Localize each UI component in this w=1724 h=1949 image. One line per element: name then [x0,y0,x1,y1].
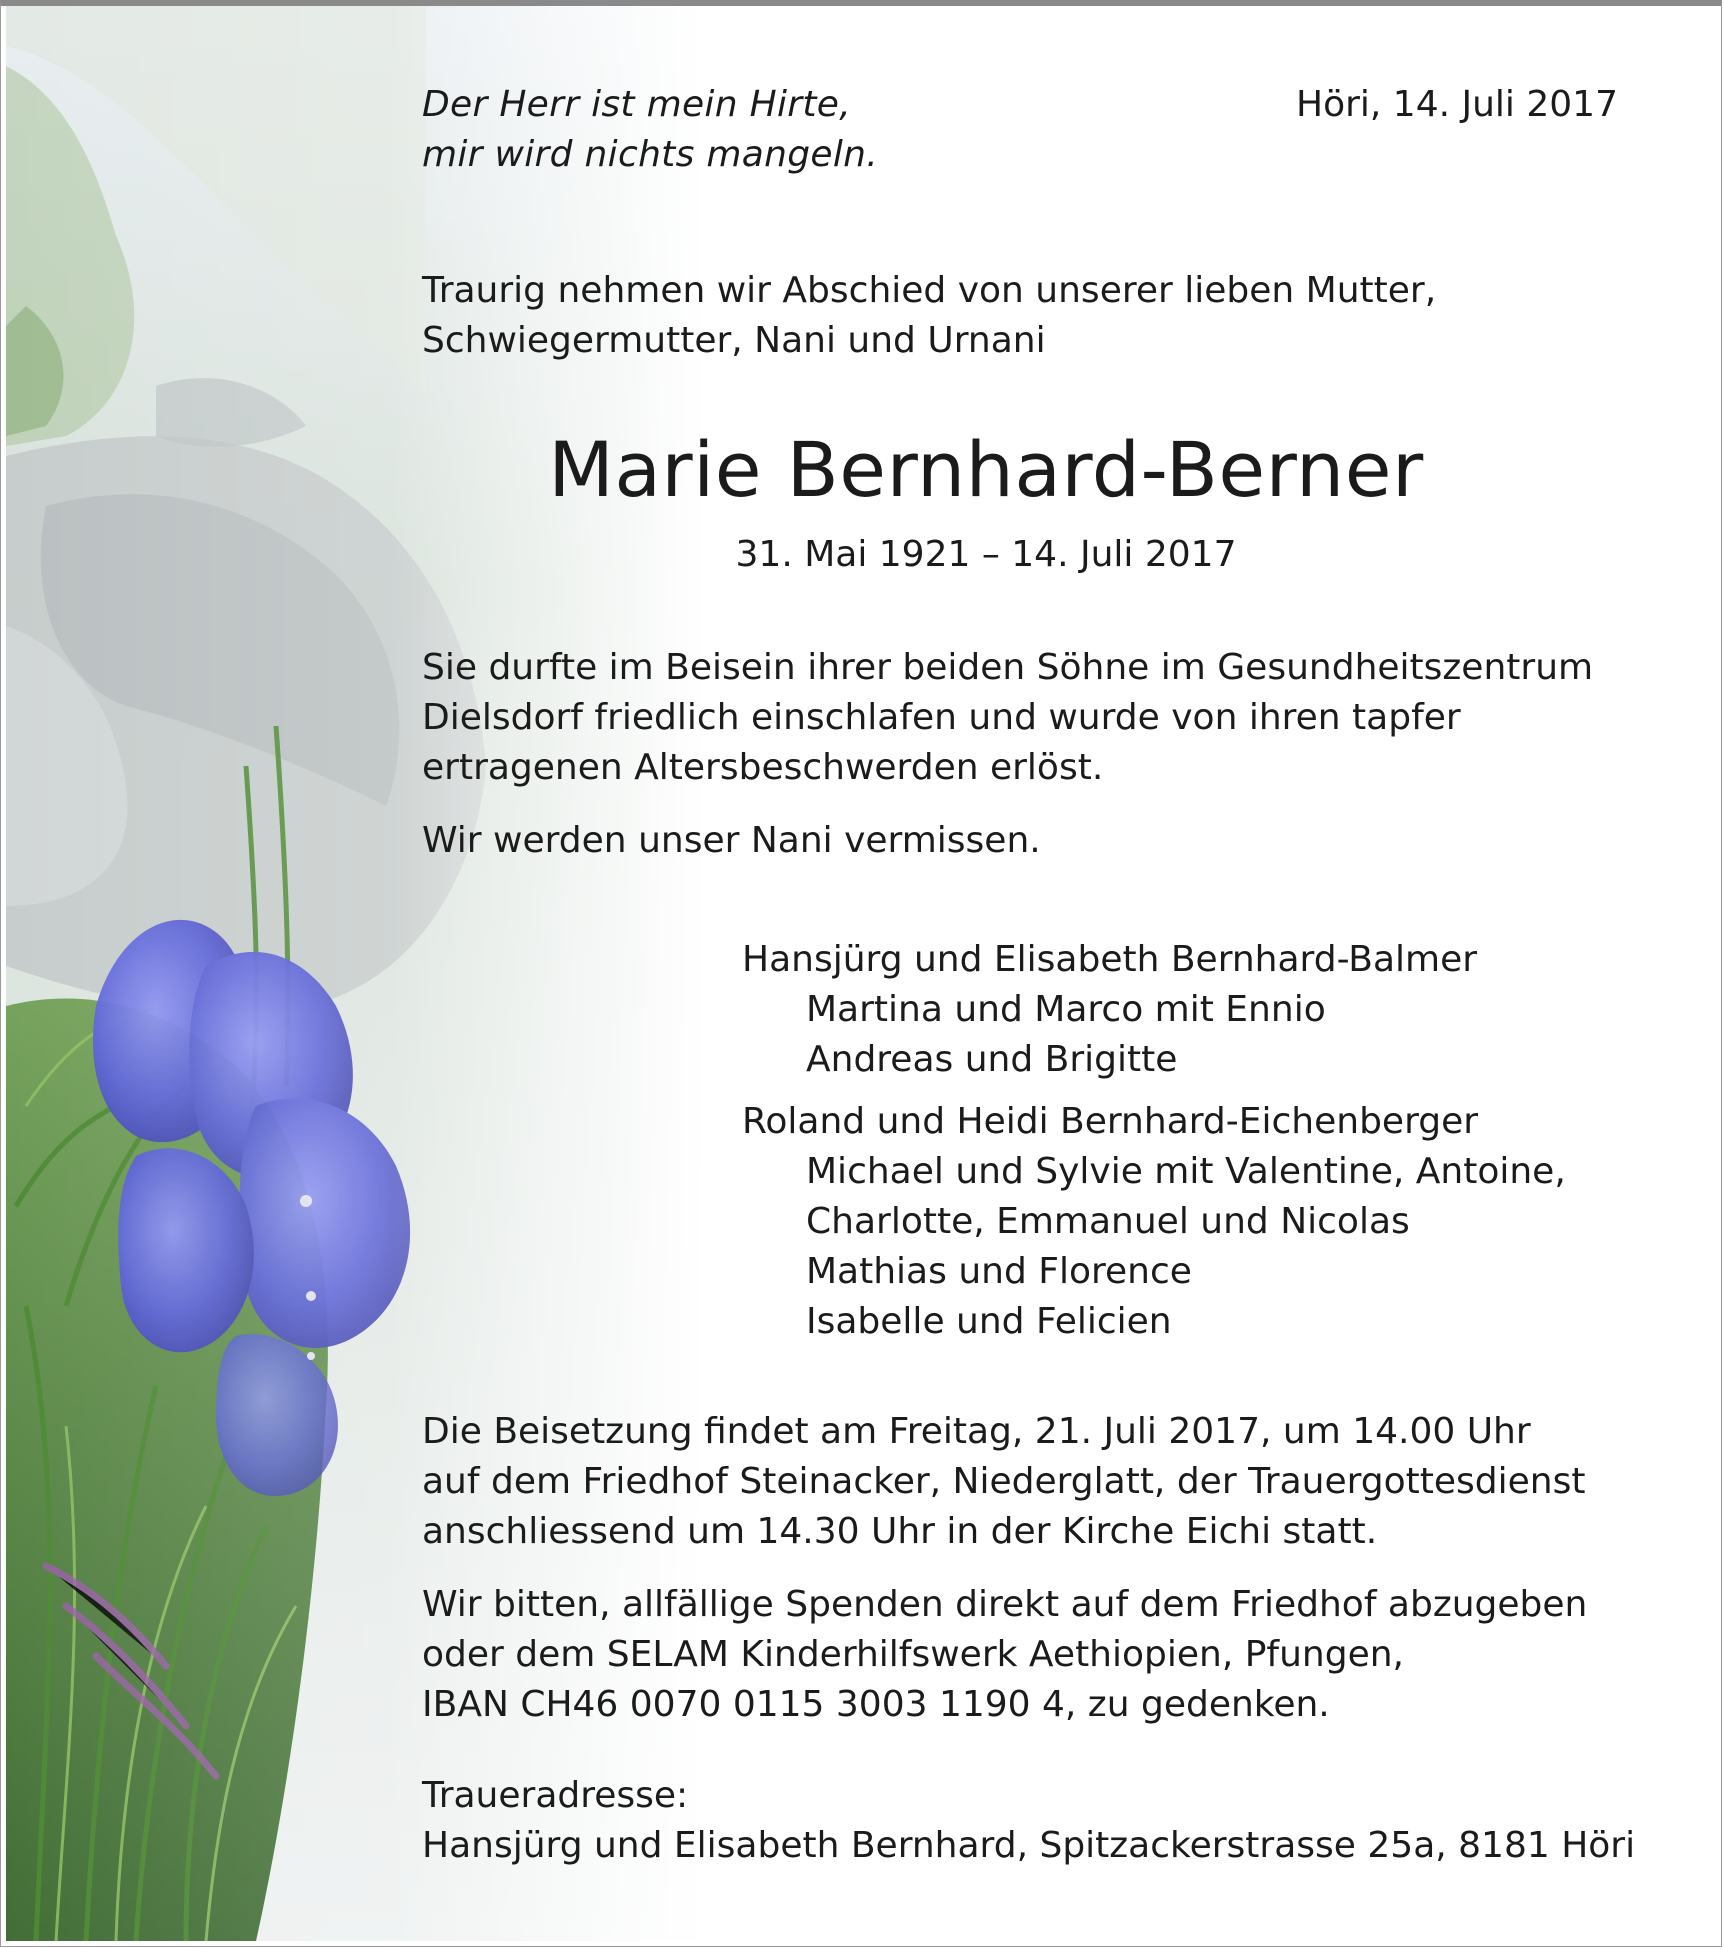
paragraph-line: anschliessend um 14.30 Uhr in der Kirche Eichi statt. [422,1511,1378,1552]
intro-line: Schwiegermutter, Nani und Urnani [422,320,1046,361]
family-member: Andreas und Brigitte [806,1039,1178,1080]
family-member: Charlotte, Emmanuel und Nicolas [806,1201,1410,1242]
paragraph-line: Sie durfte im Beisein ihrer beiden Söhne im Gesundheitszentrum [422,647,1594,688]
family-member: Isabelle und Felicien [806,1301,1172,1342]
family-member: Michael und Sylvie mit Valentine, Antoine, [806,1151,1566,1192]
motto-line: Der Herr ist mein Hirte, [422,84,851,125]
paragraph-line: ertragenen Altersbeschwerden erlöst. [422,747,1104,788]
family-group-2 [742,1097,1566,1347]
paragraph-line: Die Beisetzung findet am Freitag, 21. Juli 2017, um 14.00 Uhr [422,1411,1531,1452]
family-head: Hansjürg und Elisabeth Bernhard-Balmer [742,939,1478,980]
deceased-name: Marie Bernhard-Berner [548,425,1424,514]
paragraph-line: Dielsdorf friedlich einschlafen und wurde von ihren tapfer [422,697,1461,738]
intro-text [422,266,1436,366]
address-value: Hansjürg und Elisabeth Bernhard, Spitzackerstrasse 25a, 8181 Höri [422,1825,1636,1866]
motto [422,80,878,180]
donation-paragraph [422,1580,1587,1730]
family-group-1 [742,935,1477,1085]
family-head: Roland und Heidi Bernhard-Eichenberger [742,1101,1479,1142]
life-dates: 31. Mai 1921 – 14. Juli 2017 [735,534,1237,575]
mourning-address [422,1771,1635,1871]
paragraph-line: IBAN CH46 0070 0115 3003 1190 4, zu gedenken. [422,1684,1330,1725]
funeral-paragraph [422,1407,1585,1557]
place-date: Höri, 14. Juli 2017 [1296,84,1618,125]
paragraph-line: auf dem Friedhof Steinacker, Niederglatt, der Trauergottesdienst [422,1461,1586,1502]
family-member: Mathias und Florence [806,1251,1192,1292]
motto-line: mir wird nichts mangeln. [422,134,879,175]
family-member: Martina und Marco mit Ennio [806,989,1326,1030]
paragraph-line: oder dem SELAM Kinderhilfswerk Aethiopien, Pfungen, [422,1634,1405,1675]
missing-paragraph: Wir werden unser Nani vermissen. [422,820,1041,861]
paragraph-line: Wir bitten, allfällige Spenden direkt auf dem Friedhof abzugeben [422,1584,1588,1625]
passing-paragraph [422,643,1593,793]
intro-line: Traurig nehmen wir Abschied von unserer lieben Mutter, [422,270,1437,311]
address-label: Traueradresse: [422,1775,689,1816]
